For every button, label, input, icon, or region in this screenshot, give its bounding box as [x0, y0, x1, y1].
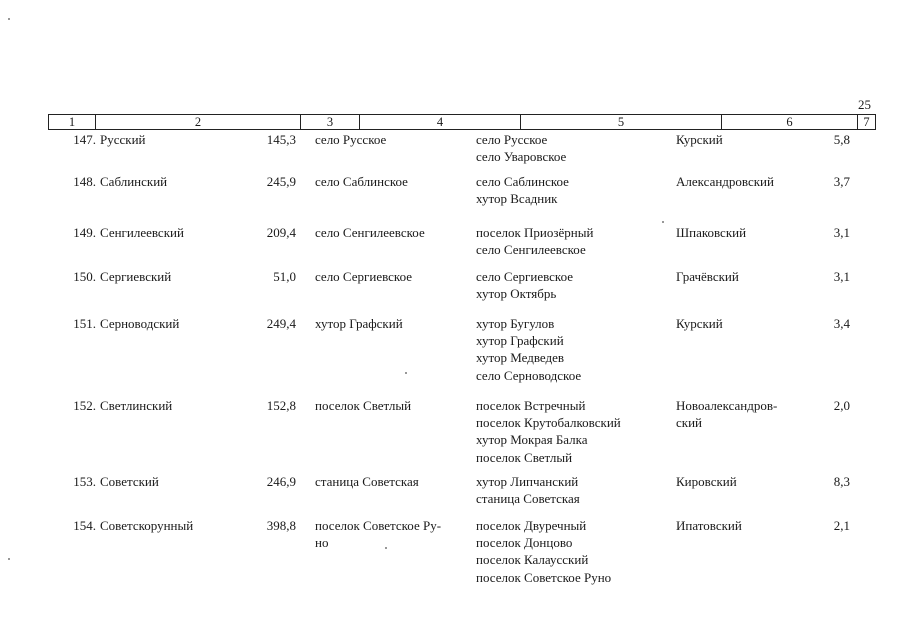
column-7-value: 2,0	[833, 398, 850, 413]
settlements-list	[476, 224, 593, 258]
settlement: село Серноводское	[476, 367, 582, 383]
settlement: село Сенгилеевское	[476, 242, 586, 258]
row-number: 151.	[73, 316, 96, 331]
settlement: поселок Двуречный	[476, 518, 587, 533]
admin-center: село Русское	[315, 132, 387, 147]
column-7-value: 5,8	[833, 132, 850, 147]
row-number: 154.	[73, 518, 96, 533]
area-value: 245,9	[266, 174, 296, 189]
district-line: Новоалександров-	[676, 398, 778, 413]
municipality-name: Русский	[100, 132, 146, 147]
admin-center-line: но	[315, 535, 329, 551]
scan-speck	[662, 221, 664, 223]
settlement: село Сергиевское	[476, 269, 574, 284]
settlement: село Русское	[476, 132, 548, 147]
admin-center: село Сенгилеевское	[315, 225, 425, 240]
settlement: поселок Советское Руно	[476, 569, 612, 585]
settlements-list	[476, 473, 580, 507]
district	[676, 173, 774, 190]
district	[676, 224, 746, 241]
municipality-name: Советскорунный	[100, 518, 194, 533]
column-7-value: 3,7	[833, 174, 850, 189]
settlement: станица Советская	[476, 491, 580, 507]
municipality-name: Саблинский	[100, 174, 168, 189]
district	[676, 315, 723, 332]
row-number: 149.	[73, 225, 96, 240]
area-value: 249,4	[266, 316, 296, 331]
row-number: 152.	[73, 398, 96, 413]
settlements-list	[476, 131, 566, 165]
settlements-list	[476, 173, 569, 207]
district	[676, 131, 723, 148]
area-value: 398,8	[266, 518, 296, 533]
header-col-7: 7	[857, 115, 875, 129]
header-col-6: 6	[721, 115, 857, 129]
scan-speck	[405, 372, 407, 374]
district-line: Курский	[676, 132, 723, 147]
settlement: хутор Всадник	[476, 191, 558, 207]
row-number: 153.	[73, 474, 96, 489]
header-col-3: 3	[300, 115, 359, 129]
settlement: хутор Мокрая Балка	[476, 432, 588, 448]
page-number: 25	[858, 97, 871, 112]
settlements-list	[476, 315, 581, 384]
municipality-name: Серноводский	[100, 316, 180, 331]
municipality-name: Сергиевский	[100, 269, 172, 284]
admin-center: поселок Светлый	[315, 398, 412, 413]
district	[676, 473, 737, 490]
district	[676, 517, 742, 534]
row-number: 150.	[73, 269, 96, 284]
admin-center: хутор Графский	[315, 316, 403, 331]
scan-speck	[8, 18, 10, 20]
scan-speck	[8, 558, 10, 560]
settlement: хутор Медведев	[476, 350, 565, 366]
area-value: 246,9	[266, 474, 296, 489]
admin-center: село Сергиевское	[315, 269, 413, 284]
district	[676, 397, 777, 431]
header-col-4: 4	[359, 115, 520, 129]
table-header	[48, 114, 876, 130]
header-col-1: 1	[68, 115, 76, 129]
area-value: 145,3	[266, 132, 296, 147]
settlement: поселок Крутобалковский	[476, 415, 621, 431]
district-line: ский	[676, 415, 702, 431]
settlement: хутор Липчанский	[476, 474, 579, 489]
column-7-value: 3,1	[833, 269, 850, 284]
settlement: хутор Бугулов	[476, 316, 555, 331]
area-value: 152,8	[266, 398, 296, 413]
column-7-value: 2,1	[833, 518, 850, 533]
settlement: поселок Калаусский	[476, 552, 589, 568]
area-value: 209,4	[266, 225, 296, 240]
settlements-list	[476, 397, 621, 466]
district-line: Шпаковский	[676, 225, 747, 240]
district-line: Кировский	[676, 474, 737, 489]
settlement: поселок Светлый	[476, 449, 573, 465]
header-col-5: 5	[520, 115, 721, 129]
district-line: Александровский	[676, 174, 774, 189]
settlement: поселок Донцово	[476, 535, 573, 551]
settlement: поселок Приозёрный	[476, 225, 594, 240]
row-number: 147.	[73, 132, 96, 147]
settlement: хутор Графский	[476, 333, 564, 349]
admin-center	[315, 517, 441, 551]
settlement: село Уваровское	[476, 149, 567, 165]
municipality-name: Сенгилеевский	[100, 225, 184, 240]
district-line: Грачёвский	[676, 269, 739, 284]
municipality-name: Светлинский	[100, 398, 173, 413]
municipality-name: Советский	[100, 474, 159, 489]
district-line: Ипатовский	[676, 518, 742, 533]
settlements-list	[476, 268, 573, 302]
area-value: 51,0	[273, 269, 296, 284]
district-line: Курский	[676, 316, 723, 331]
column-7-value: 3,4	[833, 316, 850, 331]
column-7-value: 3,1	[833, 225, 850, 240]
admin-center: станица Советская	[315, 474, 419, 489]
scan-speck	[385, 547, 387, 549]
header-col-2: 2	[95, 115, 300, 129]
column-7-value: 8,3	[833, 474, 850, 489]
row-number: 148.	[73, 174, 96, 189]
settlement: поселок Встречный	[476, 398, 586, 413]
admin-center: село Саблинское	[315, 174, 408, 189]
admin-center-line: поселок Советское Ру-	[315, 518, 442, 533]
settlement: хутор Октябрь	[476, 286, 557, 302]
settlement: село Саблинское	[476, 174, 569, 189]
district	[676, 268, 739, 285]
settlements-list	[476, 517, 611, 586]
